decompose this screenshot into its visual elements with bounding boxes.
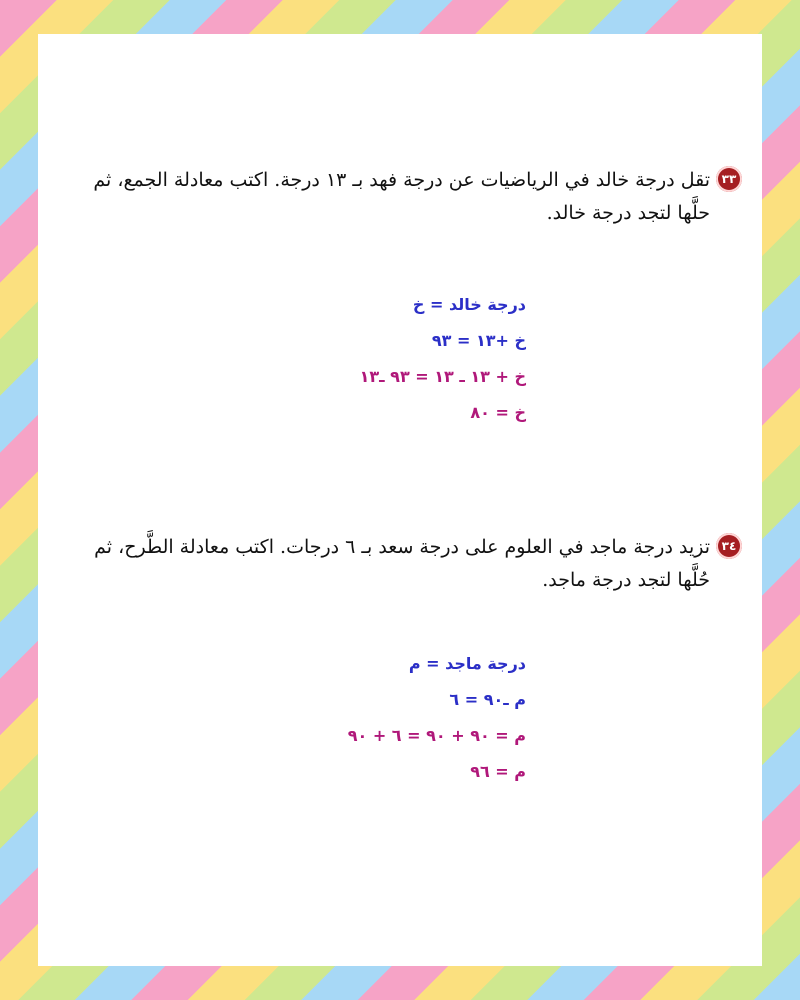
solution-line: خ = ٨٠ [470, 403, 526, 422]
solution-line: درجة خالد = خ [412, 295, 526, 314]
solution-34 [348, 646, 526, 790]
problem-number-badge: ٣٤ [716, 533, 742, 559]
solution-line: درجة ماجد = م [408, 654, 526, 673]
problem-text: تقل درجة خالد في الرياضيات عن درجة فهد بـ ١٣ درجة. اكتب معادلة الجمع، ثم حلَّها لتجد درجة خالد. [93, 169, 710, 224]
solution-line: م = ٩٦ [470, 762, 526, 781]
solution-33 [360, 287, 526, 431]
problem-33 [70, 164, 737, 230]
solution-line: خ +١٣ = ٩٣ [431, 331, 526, 350]
solution-line: م ـ٩٠ = ٦ [449, 690, 526, 709]
solution-line: م = ٩٠ + ٩٠ = ٦ + ٩٠ [347, 726, 526, 745]
problem-text: تزيد درجة ماجد في العلوم على درجة سعد بـ ٦ درجات. اكتب معادلة الطَّرح، ثم حُلَّها لتجد درجة ماجد. [94, 536, 710, 591]
problem-number-badge: ٣٣ [716, 166, 742, 192]
solution-line: خ + ١٣ ـ ١٣ = ٩٣ ـ١٣ [359, 367, 526, 386]
worksheet-card [38, 34, 762, 966]
problem-34 [70, 531, 737, 597]
